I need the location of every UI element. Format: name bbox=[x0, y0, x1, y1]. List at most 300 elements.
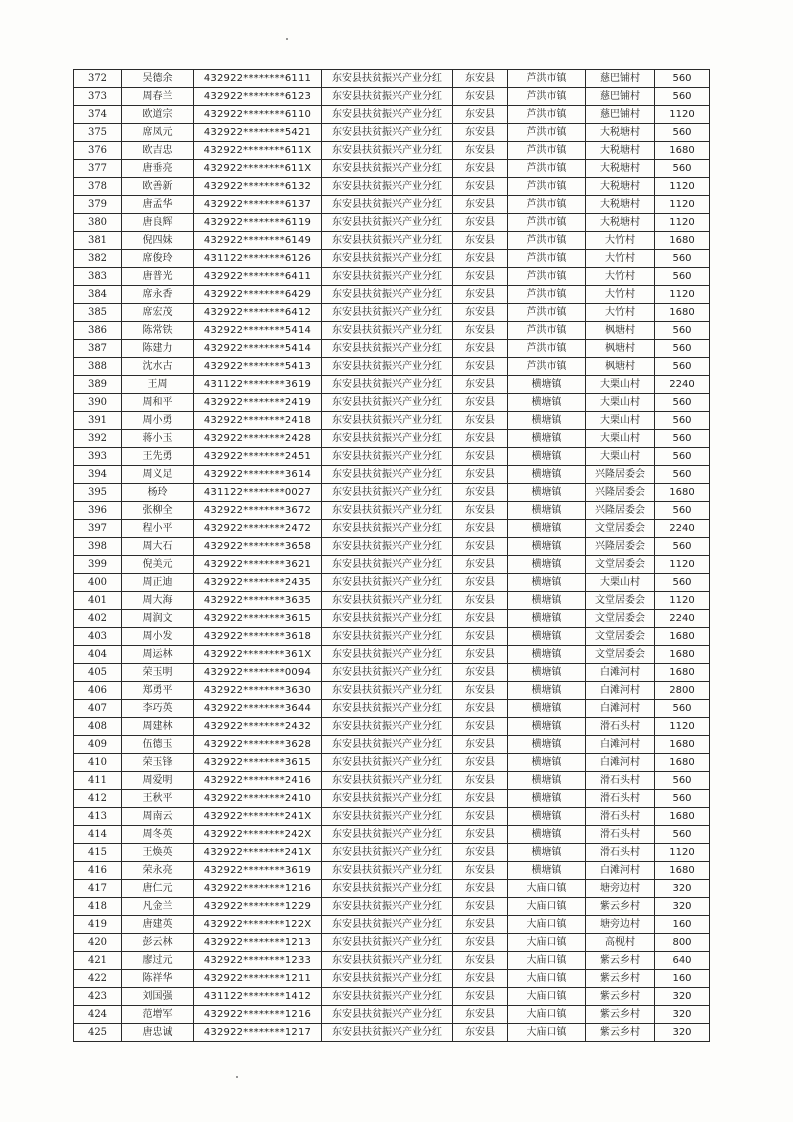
person-name-cell: 荣玉锋 bbox=[122, 754, 194, 772]
person-name-cell: 王秋平 bbox=[122, 790, 194, 808]
row-number-cell: 380 bbox=[74, 214, 122, 232]
row-number-cell: 381 bbox=[74, 232, 122, 250]
row-number-cell: 403 bbox=[74, 628, 122, 646]
county-cell: 东安县 bbox=[453, 412, 508, 430]
table-row bbox=[74, 754, 710, 772]
township-cell: 横塘镇 bbox=[508, 448, 586, 466]
row-number-cell: 374 bbox=[74, 106, 122, 124]
person-name-cell: 席宏茂 bbox=[122, 304, 194, 322]
row-number-cell: 391 bbox=[74, 412, 122, 430]
person-name-cell: 刘国强 bbox=[122, 988, 194, 1006]
id-number-cell: 432922********2451 bbox=[194, 448, 322, 466]
project-name-cell: 东安县扶贫振兴产业分红 bbox=[322, 772, 453, 790]
project-name-cell: 东安县扶贫振兴产业分红 bbox=[322, 934, 453, 952]
village-cell: 大栗山村 bbox=[586, 430, 655, 448]
project-name-cell: 东安县扶贫振兴产业分红 bbox=[322, 196, 453, 214]
village-cell: 大竹村 bbox=[586, 304, 655, 322]
project-name-cell: 东安县扶贫振兴产业分红 bbox=[322, 988, 453, 1006]
table-row bbox=[74, 556, 710, 574]
table-row bbox=[74, 250, 710, 268]
person-name-cell: 范增军 bbox=[122, 1006, 194, 1024]
person-name-cell: 唐忠诚 bbox=[122, 1024, 194, 1042]
table-row bbox=[74, 448, 710, 466]
table-row bbox=[74, 934, 710, 952]
amount-cell: 560 bbox=[655, 160, 710, 178]
table-row bbox=[74, 502, 710, 520]
county-cell: 东安县 bbox=[453, 304, 508, 322]
amount-cell: 1120 bbox=[655, 556, 710, 574]
row-number-cell: 393 bbox=[74, 448, 122, 466]
county-cell: 东安县 bbox=[453, 448, 508, 466]
row-number-cell: 382 bbox=[74, 250, 122, 268]
project-name-cell: 东安县扶贫振兴产业分红 bbox=[322, 574, 453, 592]
id-number-cell: 432922********6132 bbox=[194, 178, 322, 196]
id-number-cell: 432922********1216 bbox=[194, 880, 322, 898]
project-name-cell: 东安县扶贫振兴产业分红 bbox=[322, 844, 453, 862]
id-number-cell: 432922********3644 bbox=[194, 700, 322, 718]
id-number-cell: 432922********2419 bbox=[194, 394, 322, 412]
row-number-cell: 402 bbox=[74, 610, 122, 628]
amount-cell: 1120 bbox=[655, 592, 710, 610]
county-cell: 东安县 bbox=[453, 556, 508, 574]
amount-cell: 1680 bbox=[655, 862, 710, 880]
project-name-cell: 东安县扶贫振兴产业分红 bbox=[322, 268, 453, 286]
amount-cell: 1120 bbox=[655, 286, 710, 304]
project-name-cell: 东安县扶贫振兴产业分红 bbox=[322, 394, 453, 412]
county-cell: 东安县 bbox=[453, 880, 508, 898]
village-cell: 大税塘村 bbox=[586, 160, 655, 178]
id-number-cell: 432922********0094 bbox=[194, 664, 322, 682]
amount-cell: 1680 bbox=[655, 754, 710, 772]
row-number-cell: 399 bbox=[74, 556, 122, 574]
township-cell: 横塘镇 bbox=[508, 376, 586, 394]
village-cell: 文堂居委会 bbox=[586, 628, 655, 646]
person-name-cell: 王先勇 bbox=[122, 448, 194, 466]
row-number-cell: 423 bbox=[74, 988, 122, 1006]
table-row bbox=[74, 808, 710, 826]
project-name-cell: 东安县扶贫振兴产业分红 bbox=[322, 808, 453, 826]
project-name-cell: 东安县扶贫振兴产业分红 bbox=[322, 556, 453, 574]
village-cell: 大栗山村 bbox=[586, 448, 655, 466]
village-cell: 大栗山村 bbox=[586, 394, 655, 412]
project-name-cell: 东安县扶贫振兴产业分红 bbox=[322, 322, 453, 340]
village-cell: 枫塘村 bbox=[586, 340, 655, 358]
township-cell: 横塘镇 bbox=[508, 718, 586, 736]
amount-cell: 560 bbox=[655, 430, 710, 448]
amount-cell: 2240 bbox=[655, 376, 710, 394]
id-number-cell: 432922********1213 bbox=[194, 934, 322, 952]
id-number-cell: 432922********1233 bbox=[194, 952, 322, 970]
county-cell: 东安县 bbox=[453, 1024, 508, 1042]
person-name-cell: 凡金兰 bbox=[122, 898, 194, 916]
township-cell: 横塘镇 bbox=[508, 754, 586, 772]
project-name-cell: 东安县扶贫振兴产业分红 bbox=[322, 826, 453, 844]
person-name-cell: 周小发 bbox=[122, 628, 194, 646]
row-number-cell: 392 bbox=[74, 430, 122, 448]
county-cell: 东安县 bbox=[453, 538, 508, 556]
id-number-cell: 432922********1216 bbox=[194, 1006, 322, 1024]
table-row bbox=[74, 574, 710, 592]
row-number-cell: 420 bbox=[74, 934, 122, 952]
township-cell: 芦洪市镇 bbox=[508, 70, 586, 88]
township-cell: 芦洪市镇 bbox=[508, 286, 586, 304]
row-number-cell: 422 bbox=[74, 970, 122, 988]
person-name-cell: 席永香 bbox=[122, 286, 194, 304]
amount-cell: 320 bbox=[655, 880, 710, 898]
amount-cell: 1680 bbox=[655, 736, 710, 754]
table-row bbox=[74, 322, 710, 340]
row-number-cell: 405 bbox=[74, 664, 122, 682]
person-name-cell: 倪四妹 bbox=[122, 232, 194, 250]
village-cell: 文堂居委会 bbox=[586, 610, 655, 628]
township-cell: 横塘镇 bbox=[508, 646, 586, 664]
village-cell: 文堂居委会 bbox=[586, 646, 655, 664]
table-row bbox=[74, 1024, 710, 1042]
village-cell: 枫塘村 bbox=[586, 358, 655, 376]
township-cell: 横塘镇 bbox=[508, 394, 586, 412]
township-cell: 横塘镇 bbox=[508, 538, 586, 556]
amount-cell: 1680 bbox=[655, 664, 710, 682]
id-number-cell: 432922********3614 bbox=[194, 466, 322, 484]
beneficiary-table bbox=[73, 69, 710, 1042]
table-row bbox=[74, 790, 710, 808]
county-cell: 东安县 bbox=[453, 970, 508, 988]
table-row bbox=[74, 952, 710, 970]
project-name-cell: 东安县扶贫振兴产业分红 bbox=[322, 430, 453, 448]
id-number-cell: 431122********1412 bbox=[194, 988, 322, 1006]
county-cell: 东安县 bbox=[453, 772, 508, 790]
county-cell: 东安县 bbox=[453, 790, 508, 808]
project-name-cell: 东安县扶贫振兴产业分红 bbox=[322, 232, 453, 250]
township-cell: 芦洪市镇 bbox=[508, 142, 586, 160]
township-cell: 大庙口镇 bbox=[508, 916, 586, 934]
village-cell: 大竹村 bbox=[586, 232, 655, 250]
person-name-cell: 唐建英 bbox=[122, 916, 194, 934]
village-cell: 大栗山村 bbox=[586, 412, 655, 430]
table-row bbox=[74, 430, 710, 448]
person-name-cell: 周义足 bbox=[122, 466, 194, 484]
row-number-cell: 409 bbox=[74, 736, 122, 754]
row-number-cell: 401 bbox=[74, 592, 122, 610]
row-number-cell: 413 bbox=[74, 808, 122, 826]
township-cell: 横塘镇 bbox=[508, 592, 586, 610]
person-name-cell: 周冬英 bbox=[122, 826, 194, 844]
township-cell: 芦洪市镇 bbox=[508, 358, 586, 376]
village-cell: 紫云乡村 bbox=[586, 952, 655, 970]
township-cell: 横塘镇 bbox=[508, 484, 586, 502]
row-number-cell: 398 bbox=[74, 538, 122, 556]
table-row bbox=[74, 628, 710, 646]
row-number-cell: 411 bbox=[74, 772, 122, 790]
scan-speck bbox=[286, 38, 288, 40]
project-name-cell: 东安县扶贫振兴产业分红 bbox=[322, 286, 453, 304]
county-cell: 东安县 bbox=[453, 898, 508, 916]
project-name-cell: 东安县扶贫振兴产业分红 bbox=[322, 700, 453, 718]
amount-cell: 2800 bbox=[655, 682, 710, 700]
row-number-cell: 384 bbox=[74, 286, 122, 304]
village-cell: 塘旁边村 bbox=[586, 916, 655, 934]
amount-cell: 800 bbox=[655, 934, 710, 952]
row-number-cell: 397 bbox=[74, 520, 122, 538]
amount-cell: 1120 bbox=[655, 196, 710, 214]
township-cell: 横塘镇 bbox=[508, 772, 586, 790]
table-row bbox=[74, 700, 710, 718]
village-cell: 紫云乡村 bbox=[586, 1024, 655, 1042]
township-cell: 大庙口镇 bbox=[508, 970, 586, 988]
township-cell: 芦洪市镇 bbox=[508, 340, 586, 358]
id-number-cell: 432922********3628 bbox=[194, 736, 322, 754]
project-name-cell: 东安县扶贫振兴产业分红 bbox=[322, 952, 453, 970]
table-row bbox=[74, 646, 710, 664]
township-cell: 横塘镇 bbox=[508, 664, 586, 682]
county-cell: 东安县 bbox=[453, 988, 508, 1006]
amount-cell: 320 bbox=[655, 1006, 710, 1024]
id-number-cell: 432922********1211 bbox=[194, 970, 322, 988]
id-number-cell: 432922********2432 bbox=[194, 718, 322, 736]
amount-cell: 1680 bbox=[655, 304, 710, 322]
amount-cell: 1120 bbox=[655, 718, 710, 736]
person-name-cell: 唐良辉 bbox=[122, 214, 194, 232]
id-number-cell: 432922********6123 bbox=[194, 88, 322, 106]
county-cell: 东安县 bbox=[453, 808, 508, 826]
id-number-cell: 431122********0027 bbox=[194, 484, 322, 502]
person-name-cell: 周爱明 bbox=[122, 772, 194, 790]
row-number-cell: 406 bbox=[74, 682, 122, 700]
amount-cell: 560 bbox=[655, 538, 710, 556]
village-cell: 白滩河村 bbox=[586, 862, 655, 880]
project-name-cell: 东安县扶贫振兴产业分红 bbox=[322, 736, 453, 754]
table-row bbox=[74, 124, 710, 142]
amount-cell: 560 bbox=[655, 250, 710, 268]
amount-cell: 1680 bbox=[655, 142, 710, 160]
project-name-cell: 东安县扶贫振兴产业分红 bbox=[322, 88, 453, 106]
township-cell: 大庙口镇 bbox=[508, 898, 586, 916]
id-number-cell: 432922********5421 bbox=[194, 124, 322, 142]
id-number-cell: 432922********3615 bbox=[194, 754, 322, 772]
amount-cell: 560 bbox=[655, 88, 710, 106]
project-name-cell: 东安县扶贫振兴产业分红 bbox=[322, 664, 453, 682]
project-name-cell: 东安县扶贫振兴产业分红 bbox=[322, 340, 453, 358]
county-cell: 东安县 bbox=[453, 754, 508, 772]
project-name-cell: 东安县扶贫振兴产业分红 bbox=[322, 214, 453, 232]
table-row bbox=[74, 286, 710, 304]
scan-speck bbox=[236, 1076, 238, 1078]
table-row bbox=[74, 610, 710, 628]
table-row bbox=[74, 394, 710, 412]
person-name-cell: 蒋小玉 bbox=[122, 430, 194, 448]
table-body bbox=[74, 70, 710, 1042]
id-number-cell: 432922********6111 bbox=[194, 70, 322, 88]
id-number-cell: 432922********5413 bbox=[194, 358, 322, 376]
county-cell: 东安县 bbox=[453, 826, 508, 844]
township-cell: 芦洪市镇 bbox=[508, 268, 586, 286]
row-number-cell: 412 bbox=[74, 790, 122, 808]
project-name-cell: 东安县扶贫振兴产业分红 bbox=[322, 718, 453, 736]
project-name-cell: 东安县扶贫振兴产业分红 bbox=[322, 520, 453, 538]
person-name-cell: 倪美元 bbox=[122, 556, 194, 574]
county-cell: 东安县 bbox=[453, 664, 508, 682]
person-name-cell: 欧吉忠 bbox=[122, 142, 194, 160]
person-name-cell: 周南云 bbox=[122, 808, 194, 826]
table-row bbox=[74, 412, 710, 430]
village-cell: 大竹村 bbox=[586, 250, 655, 268]
id-number-cell: 432922********5414 bbox=[194, 340, 322, 358]
table-row bbox=[74, 358, 710, 376]
township-cell: 芦洪市镇 bbox=[508, 88, 586, 106]
village-cell: 紫云乡村 bbox=[586, 988, 655, 1006]
project-name-cell: 东安县扶贫振兴产业分红 bbox=[322, 466, 453, 484]
township-cell: 横塘镇 bbox=[508, 736, 586, 754]
township-cell: 横塘镇 bbox=[508, 808, 586, 826]
village-cell: 兴隆居委会 bbox=[586, 466, 655, 484]
township-cell: 大庙口镇 bbox=[508, 934, 586, 952]
row-number-cell: 375 bbox=[74, 124, 122, 142]
person-name-cell: 欧道宗 bbox=[122, 106, 194, 124]
row-number-cell: 408 bbox=[74, 718, 122, 736]
id-number-cell: 432922********3618 bbox=[194, 628, 322, 646]
id-number-cell: 432922********6137 bbox=[194, 196, 322, 214]
county-cell: 东安县 bbox=[453, 394, 508, 412]
township-cell: 横塘镇 bbox=[508, 430, 586, 448]
row-number-cell: 407 bbox=[74, 700, 122, 718]
project-name-cell: 东安县扶贫振兴产业分红 bbox=[322, 592, 453, 610]
township-cell: 横塘镇 bbox=[508, 628, 586, 646]
amount-cell: 560 bbox=[655, 826, 710, 844]
amount-cell: 560 bbox=[655, 502, 710, 520]
amount-cell: 560 bbox=[655, 412, 710, 430]
project-name-cell: 东安县扶贫振兴产业分红 bbox=[322, 358, 453, 376]
person-name-cell: 陈建力 bbox=[122, 340, 194, 358]
county-cell: 东安县 bbox=[453, 502, 508, 520]
id-number-cell: 432922********3658 bbox=[194, 538, 322, 556]
table-row bbox=[74, 88, 710, 106]
id-number-cell: 432922********6429 bbox=[194, 286, 322, 304]
project-name-cell: 东安县扶贫振兴产业分红 bbox=[322, 70, 453, 88]
row-number-cell: 414 bbox=[74, 826, 122, 844]
table-row bbox=[74, 880, 710, 898]
county-cell: 东安县 bbox=[453, 124, 508, 142]
id-number-cell: 431122********3619 bbox=[194, 376, 322, 394]
county-cell: 东安县 bbox=[453, 160, 508, 178]
table-row bbox=[74, 376, 710, 394]
project-name-cell: 东安县扶贫振兴产业分红 bbox=[322, 412, 453, 430]
county-cell: 东安县 bbox=[453, 610, 508, 628]
amount-cell: 560 bbox=[655, 340, 710, 358]
village-cell: 紫云乡村 bbox=[586, 970, 655, 988]
township-cell: 横塘镇 bbox=[508, 610, 586, 628]
county-cell: 东安县 bbox=[453, 232, 508, 250]
person-name-cell: 周建林 bbox=[122, 718, 194, 736]
village-cell: 大税塘村 bbox=[586, 196, 655, 214]
project-name-cell: 东安县扶贫振兴产业分红 bbox=[322, 106, 453, 124]
project-name-cell: 东安县扶贫振兴产业分红 bbox=[322, 646, 453, 664]
county-cell: 东安县 bbox=[453, 574, 508, 592]
id-number-cell: 432922********611X bbox=[194, 142, 322, 160]
person-name-cell: 郑勇平 bbox=[122, 682, 194, 700]
id-number-cell: 432922********3630 bbox=[194, 682, 322, 700]
table-row bbox=[74, 682, 710, 700]
id-number-cell: 432922********242X bbox=[194, 826, 322, 844]
row-number-cell: 390 bbox=[74, 394, 122, 412]
person-name-cell: 周和平 bbox=[122, 394, 194, 412]
township-cell: 横塘镇 bbox=[508, 412, 586, 430]
person-name-cell: 吴德余 bbox=[122, 70, 194, 88]
row-number-cell: 394 bbox=[74, 466, 122, 484]
table-row bbox=[74, 304, 710, 322]
project-name-cell: 东安县扶贫振兴产业分红 bbox=[322, 376, 453, 394]
project-name-cell: 东安县扶贫振兴产业分红 bbox=[322, 790, 453, 808]
township-cell: 芦洪市镇 bbox=[508, 304, 586, 322]
project-name-cell: 东安县扶贫振兴产业分红 bbox=[322, 538, 453, 556]
amount-cell: 560 bbox=[655, 394, 710, 412]
county-cell: 东安县 bbox=[453, 142, 508, 160]
village-cell: 慈巴铺村 bbox=[586, 88, 655, 106]
id-number-cell: 432922********361X bbox=[194, 646, 322, 664]
table-row bbox=[74, 772, 710, 790]
project-name-cell: 东安县扶贫振兴产业分红 bbox=[322, 628, 453, 646]
village-cell: 文堂居委会 bbox=[586, 592, 655, 610]
id-number-cell: 432922********3619 bbox=[194, 862, 322, 880]
row-number-cell: 404 bbox=[74, 646, 122, 664]
table-row bbox=[74, 592, 710, 610]
row-number-cell: 379 bbox=[74, 196, 122, 214]
person-name-cell: 荣玉明 bbox=[122, 664, 194, 682]
id-number-cell: 432922********6110 bbox=[194, 106, 322, 124]
township-cell: 大庙口镇 bbox=[508, 1006, 586, 1024]
table-row bbox=[74, 214, 710, 232]
village-cell: 白滩河村 bbox=[586, 664, 655, 682]
village-cell: 大栗山村 bbox=[586, 376, 655, 394]
amount-cell: 1680 bbox=[655, 232, 710, 250]
county-cell: 东安县 bbox=[453, 286, 508, 304]
amount-cell: 560 bbox=[655, 790, 710, 808]
township-cell: 横塘镇 bbox=[508, 466, 586, 484]
table-row bbox=[74, 538, 710, 556]
project-name-cell: 东安县扶贫振兴产业分红 bbox=[322, 124, 453, 142]
county-cell: 东安县 bbox=[453, 646, 508, 664]
row-number-cell: 386 bbox=[74, 322, 122, 340]
row-number-cell: 378 bbox=[74, 178, 122, 196]
table-row bbox=[74, 520, 710, 538]
amount-cell: 560 bbox=[655, 322, 710, 340]
table-row bbox=[74, 268, 710, 286]
township-cell: 芦洪市镇 bbox=[508, 124, 586, 142]
person-name-cell: 杨玲 bbox=[122, 484, 194, 502]
table-row bbox=[74, 664, 710, 682]
row-number-cell: 395 bbox=[74, 484, 122, 502]
id-number-cell: 432922********3635 bbox=[194, 592, 322, 610]
project-name-cell: 东安县扶贫振兴产业分红 bbox=[322, 484, 453, 502]
amount-cell: 1120 bbox=[655, 106, 710, 124]
county-cell: 东安县 bbox=[453, 214, 508, 232]
township-cell: 大庙口镇 bbox=[508, 1024, 586, 1042]
project-name-cell: 东安县扶贫振兴产业分红 bbox=[322, 178, 453, 196]
amount-cell: 160 bbox=[655, 916, 710, 934]
row-number-cell: 418 bbox=[74, 898, 122, 916]
person-name-cell: 陈常铁 bbox=[122, 322, 194, 340]
amount-cell: 1680 bbox=[655, 484, 710, 502]
amount-cell: 560 bbox=[655, 124, 710, 142]
table-row bbox=[74, 862, 710, 880]
row-number-cell: 415 bbox=[74, 844, 122, 862]
id-number-cell: 432922********241X bbox=[194, 808, 322, 826]
village-cell: 文堂居委会 bbox=[586, 520, 655, 538]
county-cell: 东安县 bbox=[453, 484, 508, 502]
person-name-cell: 伍德玉 bbox=[122, 736, 194, 754]
amount-cell: 1680 bbox=[655, 646, 710, 664]
row-number-cell: 372 bbox=[74, 70, 122, 88]
township-cell: 横塘镇 bbox=[508, 574, 586, 592]
